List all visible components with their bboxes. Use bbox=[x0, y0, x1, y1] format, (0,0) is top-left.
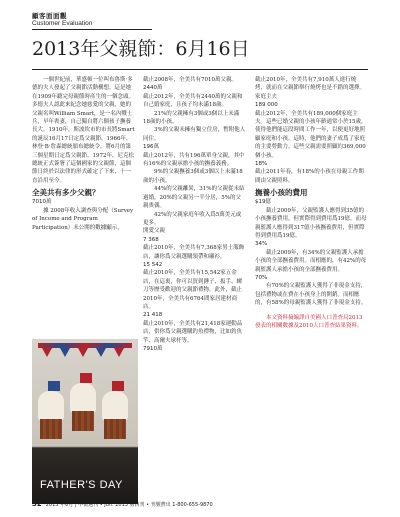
stat-value: 7910萬 bbox=[143, 346, 163, 352]
page-number: 32 bbox=[32, 500, 42, 508]
cupcake-wrapper bbox=[72, 411, 94, 431]
paragraph: 截止2012年，共有196萬單身父親，其中有16%的父親承擔小孩的撫養義務。 bbox=[143, 152, 245, 168]
cupcake-flag bbox=[80, 373, 92, 383]
paragraph: 42%的父親家庭年收入爲5萬美元或更多。 bbox=[143, 211, 242, 226]
paragraph: 有70%的父親監護人獲得了非現金支持，包括禮物或在費在小孩身上的開銷。而相應的，有58%的母親監護人獲得了非現金支持。 bbox=[255, 283, 367, 307]
paragraph: 截止2009年，有34%的父親監護人承擔小孩的全部撫養費用。而相應的，有42%的母親監護人承擔小孩的全部撫養費用。 bbox=[255, 249, 367, 273]
paragraph: 截止2008年，全美共有7010萬父親。 bbox=[143, 77, 237, 83]
fathers-day-photo bbox=[32, 339, 138, 504]
article-title: 2013年父親節：6月16日 bbox=[32, 38, 250, 60]
subheading: 撫養小孩的費用 bbox=[255, 188, 308, 198]
subheading: 全美共有多少父親？ bbox=[32, 188, 100, 198]
paragraph: 截止2009年，父親監護人應得到35億的小孩撫養費用，但實際得到費用爲19億。而母親監護人應得到317億小孩撫養費用，但實際得到費用爲19億。 bbox=[255, 207, 367, 239]
title-rule bbox=[32, 69, 368, 70]
column-2 bbox=[143, 76, 246, 353]
stat-value: 2440萬 bbox=[143, 85, 163, 92]
stat-value: 70% bbox=[255, 274, 268, 281]
paragraph: 截止2010年，全美共有7,910萬人進行燒烤，就而在父親節舉行燒烤也是不錯的選擇。 bbox=[255, 77, 366, 92]
footer-text: 2013 年6月 | 中報週刊 • Jun. 2013 第四刊 • 刊號費出 1-800-655-9870 bbox=[45, 502, 213, 508]
section-label-en: Customer Evaluation bbox=[32, 20, 93, 27]
pennant bbox=[96, 348, 106, 357]
stat-value: 196萬 bbox=[143, 144, 159, 151]
subheading: 開愛父親 bbox=[143, 228, 166, 235]
cupcake-wrapper bbox=[104, 419, 126, 439]
pennant bbox=[42, 348, 52, 357]
cupcake-frosting bbox=[102, 391, 128, 421]
paragraph: 截止2012年，全美共有2440萬的父親和自己婚家庭，且孩子均未滿18歲。 bbox=[143, 93, 243, 109]
pennant bbox=[114, 348, 124, 357]
cupcake-frosting bbox=[38, 391, 64, 421]
stat-value: 21 418 bbox=[143, 312, 163, 319]
cupcake-flag bbox=[112, 381, 124, 391]
cupcake-wrapper bbox=[40, 419, 62, 439]
cupcake-frosting bbox=[70, 383, 96, 413]
pennant bbox=[60, 348, 70, 357]
column-3 bbox=[255, 76, 367, 330]
paragraph: 據 2008年收入調查與分配（Survey of Income and Program Participation）未公開的數據顯示， bbox=[32, 207, 134, 231]
paragraph: 截止2010年，全美共有15,542家五金店，在這裏，你可以買到錘子、扳手、螺刀等歷受歡迎的父親節禮物。此外，截止2010年，全美共有6764間家居建材商店。 bbox=[143, 270, 243, 310]
paragraph: 21%的父親擁有3個或3個以上未滿18歲的小孩。 bbox=[143, 110, 240, 126]
section-label-zh: 顧客面面觀 bbox=[32, 12, 67, 20]
section-rule bbox=[32, 29, 152, 30]
subheading: 家庭主夫 bbox=[255, 93, 278, 100]
cupcake-flag bbox=[48, 381, 60, 391]
stat-value: 7 368 bbox=[143, 236, 159, 243]
paragraph: 截止2010年，全美共有21,418家運動品店，供你爲父親選購釣魚禮物，比如釣魚竿、高爾夫球杆等。 bbox=[143, 320, 243, 344]
stat-value: 189 000 bbox=[255, 102, 278, 109]
pennant bbox=[78, 348, 88, 357]
paragraph: 截止2010年，全美共有7,368家男士服飾店，讓你爲父親選購領帶和襯衫。 bbox=[143, 245, 245, 260]
paragraph: 3%的父親未擁有獨立住房，暫附他人同住。 bbox=[143, 127, 246, 142]
paragraph: 截止2011年春，有18%的小孩在母親工作期間由父親照料。 bbox=[255, 169, 364, 184]
photo-caption: FATHER'S DAY bbox=[40, 479, 123, 491]
page-footer bbox=[32, 500, 213, 508]
cupcake bbox=[70, 373, 96, 431]
stat-value: $19億 bbox=[255, 199, 271, 206]
paragraph: 截止2012年，全美共有189,000個家庭主夫。這些已婚父親的小孩年齡通常小於15歲，使得他們能這段時間工作一年，以便更好地照顧家庭和小孩。這時，他們的妻子成爲了家庭的主要勞動力。這些父親需要照顧約369,000個小孩。 bbox=[255, 110, 367, 159]
paragraph: 9%的父親撫養3個或3個以上未滿18歲的小孩。 bbox=[143, 169, 243, 184]
stat-value: 18% bbox=[255, 161, 268, 168]
paragraph: 一個世紀前，華盛頓一位叫布魯斯·多德的夫人發起了父親節活動構想。這是她在1909年聽完母親節時產生的一個念頭。多德夫人認此來紀念她慈愛的父親，她的父親名叫William Smart，是一名內戰士兵，早年喪妻，自己獨自將六個孩子撫養長大。1910年，斯波坎市的市長將Smart的誕辰16月17日定爲父親節。1966年，林登·B·詹森總統頒布總統令，將6月的第三個星期日定爲父親節。1972年，尼克松總統正式簽署了這個國家的父親節，這個節日終於以法律的形式確定了下來，十一直沿用至今。 bbox=[32, 77, 135, 184]
stat-value: 15 542 bbox=[143, 261, 163, 268]
source-note: 本文資料摘編譯自美國人口普查局2013發表的相關數據及2010人口普查結果資料。 bbox=[255, 314, 363, 329]
cupcake bbox=[38, 381, 64, 439]
paragraph: 44%的父親離異，31%的父親從未結過婚，20%的父親另一半分居，5%的父親喪偶。 bbox=[143, 186, 245, 210]
stat-value: 34% bbox=[255, 241, 268, 248]
column-1 bbox=[32, 76, 135, 232]
stat-value: 7010萬 bbox=[32, 199, 52, 206]
cupcake bbox=[102, 381, 128, 439]
